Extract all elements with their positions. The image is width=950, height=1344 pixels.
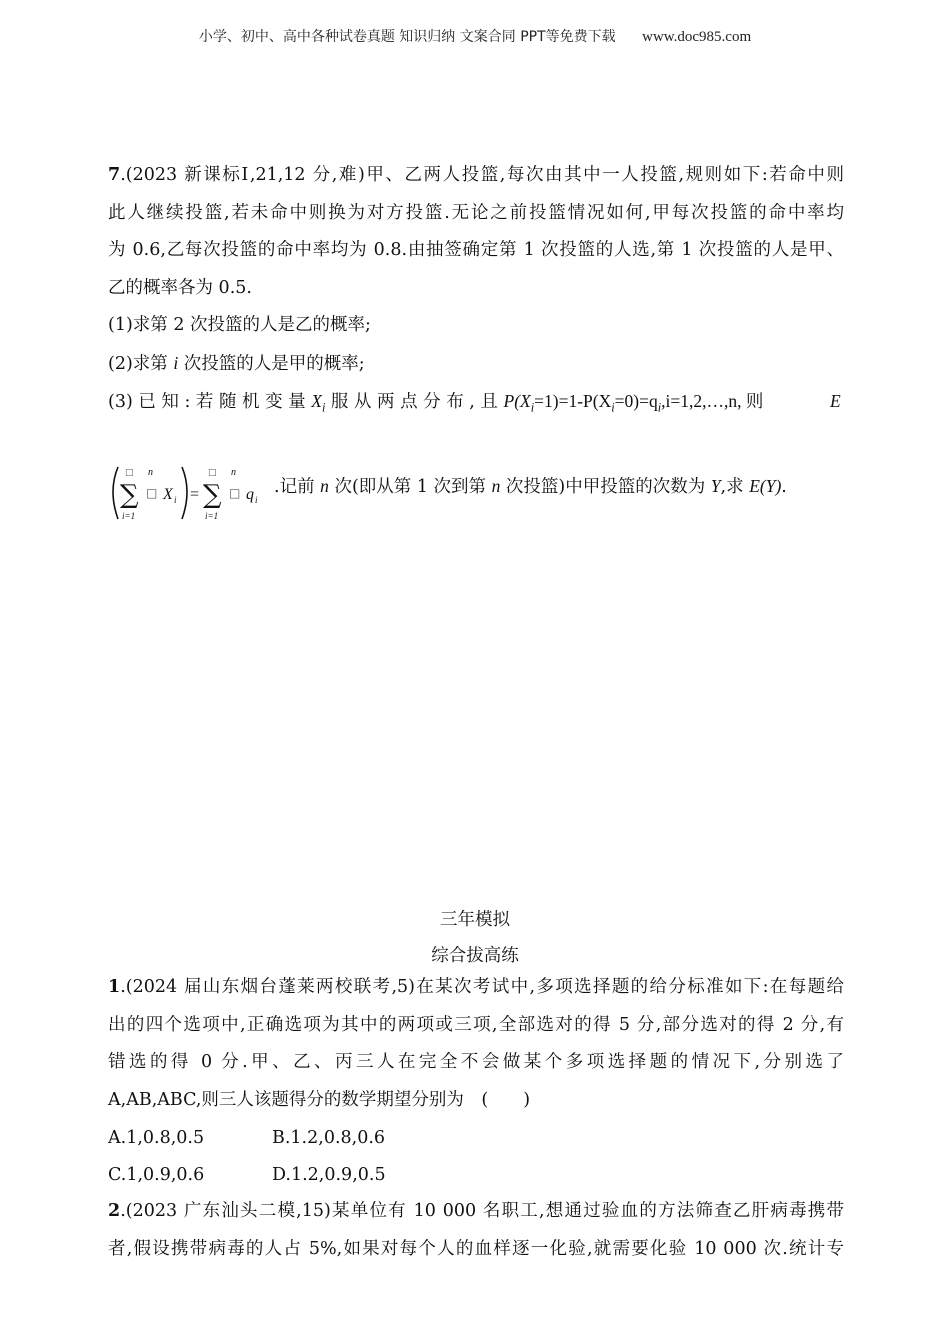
sum-formula-graphic xyxy=(108,461,278,525)
q1-option-c[interactable]: C.1,0.9,0.6 xyxy=(108,1165,205,1185)
ft-b: 次(即从第 1 次到第 xyxy=(328,477,492,497)
q7-sub-2-a: (2)求第 xyxy=(108,353,174,374)
sum-lower-right: i=1 xyxy=(205,511,219,521)
q2-line-1 xyxy=(108,1193,844,1231)
q7-line-3: 为 0.6,乙每次投篮的命中率均为 0.8.由抽签确定第 1 次投篮的人选,第 1 次投篮的人是甲、 xyxy=(108,240,844,260)
sigma-left: ∑ xyxy=(120,480,139,510)
q7-sub-3-f3: =0)=q xyxy=(614,391,658,411)
q2-line-1-text: .(2023 广东汕头二模,15)某单位有 10 000 名职工,想通过验血的方法筛查乙肝病毒携带 xyxy=(120,1201,844,1221)
q1-option-a[interactable]: A.1,0.8,0.5 xyxy=(108,1128,205,1148)
q7-sub-3-f1: P(X xyxy=(503,391,531,411)
q7-line-2: 此人继续投篮,若未命中则换为对方投篮.无论之前投篮情况如何,甲每次投篮的命中率均 xyxy=(108,202,844,223)
sum-q-sub: i xyxy=(255,495,258,505)
sum-upper-left: n xyxy=(148,467,153,478)
box-left-top: □ xyxy=(125,468,134,478)
q7-line-4: 乙的概率各为 0.5. xyxy=(108,277,252,298)
q7-sub-1: (1)求第 2 次投篮的人是乙的概率; xyxy=(108,315,371,335)
box-right-top: □ xyxy=(208,468,217,478)
sum-upper-right: n xyxy=(231,467,236,478)
q7-sub-3-X: X xyxy=(311,391,322,411)
section-subtitle: 综合拔高练 xyxy=(431,946,519,966)
ft-EY: E(Y) xyxy=(749,476,782,496)
sum-lower-left: i=1 xyxy=(122,511,136,521)
q7-sub-3-f2-sub: i xyxy=(611,400,615,415)
q2-line-2: 者,假设携带病毒的人占 5%,如果对每个人的血样逐一化验,就需要化验 10 000 次.统计专 xyxy=(108,1238,844,1259)
q1-number: 1 xyxy=(108,977,121,997)
q1-options-row-1 xyxy=(108,1128,386,1148)
q7-number: 7 xyxy=(108,165,121,185)
equals-sign: = xyxy=(190,486,200,503)
q7-sub-3-E: E xyxy=(830,391,841,411)
q7-sub-2-i: i xyxy=(173,352,179,373)
q1-line-1 xyxy=(108,969,844,1007)
q1-line-4: A,AB,ABC,则三人该题得分的数学期望分别为 ( ) xyxy=(108,1089,531,1110)
q7-line-1 xyxy=(108,157,844,195)
q1-option-b[interactable]: B.1.2,0.8,0.6 xyxy=(272,1128,386,1148)
q7-sub-2-b: 次投篮的人是甲的概率; xyxy=(178,353,365,374)
ft-Y: Y xyxy=(710,476,721,496)
q1-line-1-text: .(2024 届山东烟台蓬莱两校联考,5)在某次考试中,多项选择题的给分标准如下:在每题给 xyxy=(120,977,844,997)
q7-sub-3-f3-sub: i xyxy=(657,400,662,415)
q7-sub-3-f2: =1)=1-P(X xyxy=(534,391,612,411)
q1-options-row-2 xyxy=(108,1165,386,1185)
q7-sub-3-a: (3) 已 知 : 若 随 机 变 量 xyxy=(108,392,312,412)
ft-n2: n xyxy=(491,476,501,496)
q7-sum-formula xyxy=(108,461,844,525)
q7-sub-2 xyxy=(108,345,844,384)
sum-X-sub: i xyxy=(174,495,177,505)
ft-n1: n xyxy=(320,476,329,496)
box-left: □ xyxy=(146,486,158,500)
ft-c: 次投篮)中甲投篮的次数为 xyxy=(500,477,711,497)
q7-sub-3-f4: ,i=1,2,…,n, 则 xyxy=(661,391,764,411)
q7-formula-text xyxy=(274,473,787,498)
q7-sub-3-f1-sub: i xyxy=(530,400,535,415)
section-title: 三年模拟 xyxy=(440,910,510,930)
sigma-right: ∑ xyxy=(203,480,222,510)
ft-end: . xyxy=(781,477,787,497)
q1-option-d[interactable]: D.1.2,0.9,0.5 xyxy=(272,1165,386,1185)
q1-line-2: 出的四个选项中,正确选项为其中的两项或三项,全部选对的得 5 分,部分选对的得 2 分,有 xyxy=(108,1014,844,1035)
box-right: □ xyxy=(229,486,241,500)
header-url[interactable]: www.doc985.com xyxy=(642,29,752,45)
right-paren xyxy=(182,467,187,519)
question-1 xyxy=(108,969,844,1119)
q7-sub-3-b: 服 从 两 点 分 布 , 且 xyxy=(325,392,504,412)
sum-q: q xyxy=(246,486,254,503)
q7-line-1-text: .(2023 新课标Ⅰ,21,12 分,难)甲、乙两人投篮,每次由其中一人投篮,规则如下:若命中则 xyxy=(120,165,844,185)
ft-d: ,求 xyxy=(720,477,750,497)
q7-sub-3-i: i xyxy=(321,400,326,415)
sum-X: X xyxy=(163,486,173,503)
question-7 xyxy=(108,157,844,427)
header-text: 小学、初中、高中各种试卷真题 知识归纳 文案合同 PPT等免费下载 xyxy=(198,29,616,45)
ft-a: .记前 xyxy=(274,477,321,497)
question-2 xyxy=(108,1193,844,1268)
q1-line-3: 错选的得 0 分.甲、乙、丙三人在完全不会做某个多项选择题的情况下,分别选了 xyxy=(108,1052,844,1072)
q2-number: 2 xyxy=(108,1201,121,1221)
q7-sub-3 xyxy=(108,383,844,427)
left-paren xyxy=(113,467,118,519)
page-header xyxy=(0,26,950,46)
